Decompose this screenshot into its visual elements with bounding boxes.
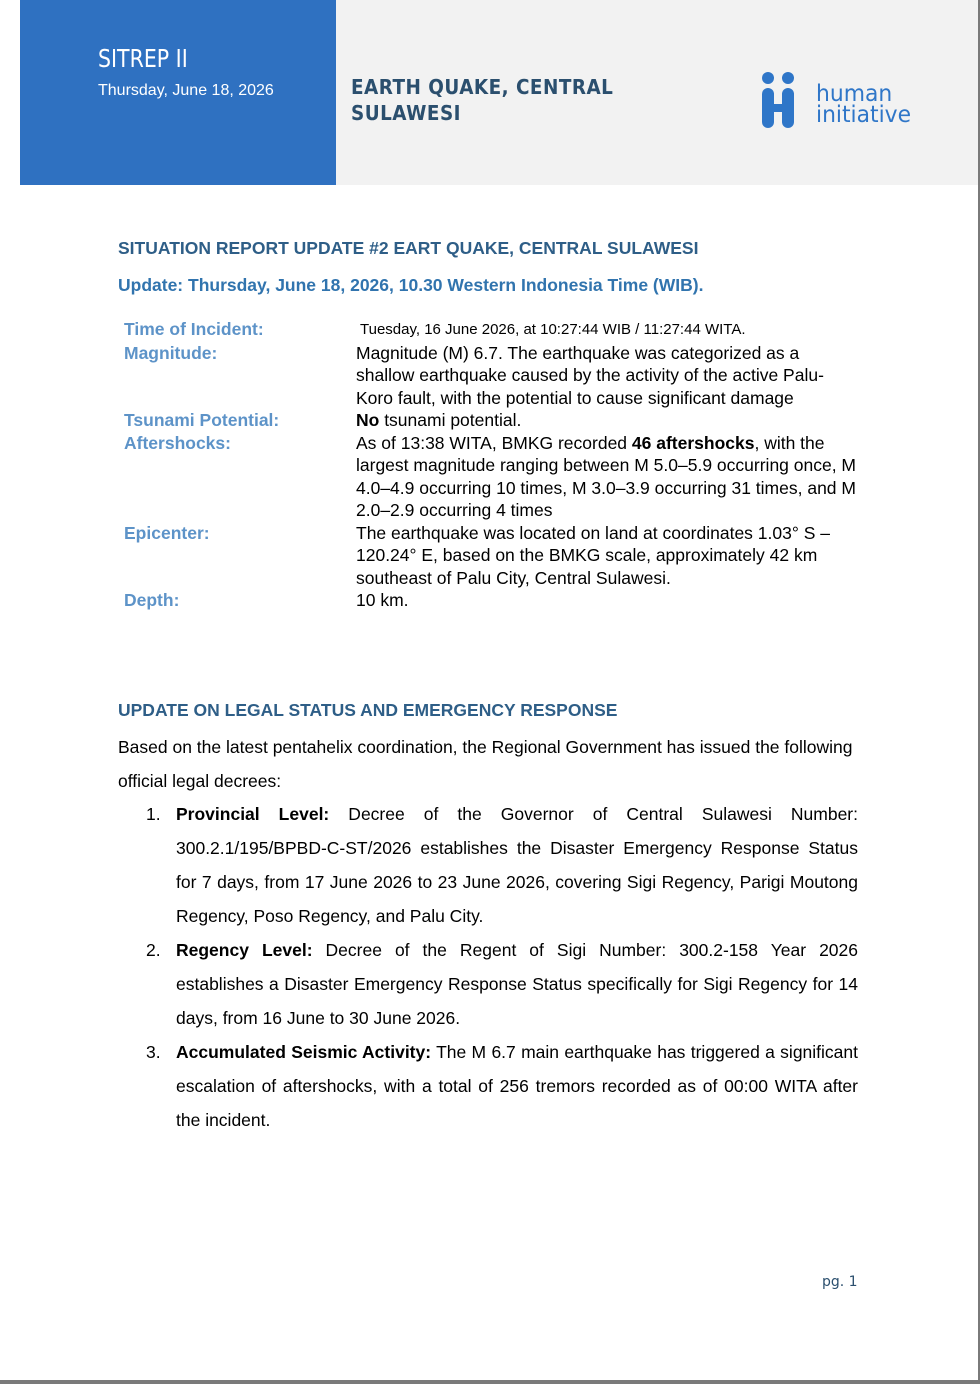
logo-mark-icon — [758, 70, 814, 132]
list-item — [146, 797, 858, 933]
info-value — [356, 409, 856, 432]
decree-list — [146, 797, 858, 1137]
info-label: Tsunami Potential: — [124, 410, 280, 430]
info-row-depth — [124, 589, 864, 612]
legal-heading: UPDATE ON LEGAL STATUS AND EMERGENCY RESPONSE — [118, 700, 618, 720]
incident-info-table — [124, 318, 864, 612]
decree-title: Provincial Level: — [176, 804, 330, 824]
info-value: 10 km. — [356, 590, 409, 610]
info-label: Depth: — [124, 590, 180, 610]
info-value: Magnitude (M) 6.7. The earthquake was categorized as a shallow earthquake caused by the activity of the active Palu-Koro fault, with the potential to cause significant damage — [356, 342, 824, 408]
info-label: Epicenter: — [124, 522, 210, 543]
list-number: 1. — [146, 804, 161, 824]
info-value — [356, 432, 856, 522]
info-row-magnitude — [124, 342, 864, 410]
info-value-text: , with the largest magnitude ranging between M 5.0–5.9 occurring once, M 4.0–4.9 occurring 10 times, M 3.0–3.9 occurring 31 times, and M 2.0–2.9 occurring 4 times — [356, 432, 857, 520]
report-header — [20, 0, 978, 185]
legal-intro: Based on the latest pentahelix coordination, the Regional Government has issued the following official legal decrees: — [118, 737, 853, 791]
list-item — [146, 933, 858, 1035]
list-item — [146, 1035, 858, 1137]
list-number: 3. — [146, 1042, 161, 1062]
decree-title: Accumulated Seismic Activity: — [176, 1042, 432, 1062]
header-blue-block — [20, 0, 336, 185]
sitrep-label: SITREP II — [98, 44, 188, 73]
info-label: Aftershocks: — [124, 432, 231, 453]
header-title: EARTH QUAKE, CENTRAL SULAWESI — [351, 75, 614, 125]
logo-word-initiative: initiative — [816, 102, 912, 128]
update-line: Update: Thursday, June 18, 2026, 10.30 Western Indonesia Time (WIB). — [118, 275, 704, 295]
decree-text: The M 6.7 main earthquake has triggered a significant escalation of aftershocks, with a total of 256 tremors recorded as of 00:00 WITA after the incident. — [176, 1042, 858, 1130]
human-initiative-logo — [758, 70, 928, 132]
list-number: 2. — [146, 940, 161, 960]
info-row-time — [124, 318, 864, 342]
page-number: pg. 1 — [822, 1274, 858, 1290]
info-value-bold: No — [356, 410, 380, 430]
logo-word-human: human — [816, 81, 893, 107]
info-value-bold: 46 aftershocks — [631, 432, 755, 453]
report-heading: SITUATION REPORT UPDATE #2 EART QUAKE, CENTRAL SULAWESI — [118, 238, 699, 258]
info-row-epicenter — [124, 522, 864, 590]
info-label: Time of Incident: — [124, 319, 264, 339]
info-value: Tuesday, 16 June 2026, at 10:27:44 WIB / 11:27:44 WITA. — [360, 321, 746, 338]
decree-text: Decree of the Governor of Central Sulawesi Number: 300.2.1/195/BPBD-C-ST/2026 establishes the Disaster Emergency Response Status for 7 days, from 17 June 2026 to 23 June 2026, covering Sigi Regency, Parigi Moutong Regency, Poso Regency, and Palu City. — [176, 804, 858, 926]
sitrep-date: Thursday, June 18, 2026 — [98, 82, 274, 99]
info-label: Magnitude: — [124, 342, 218, 363]
decree-title: Regency Level: — [176, 940, 313, 960]
info-row-tsunami — [124, 409, 864, 432]
info-value: The earthquake was located on land at coordinates 1.03° S – 120.24° E, based on the BMKG scale, approximately 42 km southeast of Palu City, Central Sulawesi. — [356, 522, 830, 588]
logo-text — [816, 81, 912, 128]
info-row-aftershocks — [124, 432, 864, 522]
info-value-text: As of 13:38 WITA, BMKG recorded — [356, 432, 632, 453]
decree-text: Decree of the Regent of Sigi Number: 300.2-158 Year 2026 establishes a Disaster Emergency Response Status specifically for Sigi Regency for 14 days, from 16 June to 30 June 2026. — [176, 940, 858, 1028]
info-value-text: tsunami potential. — [379, 410, 522, 430]
